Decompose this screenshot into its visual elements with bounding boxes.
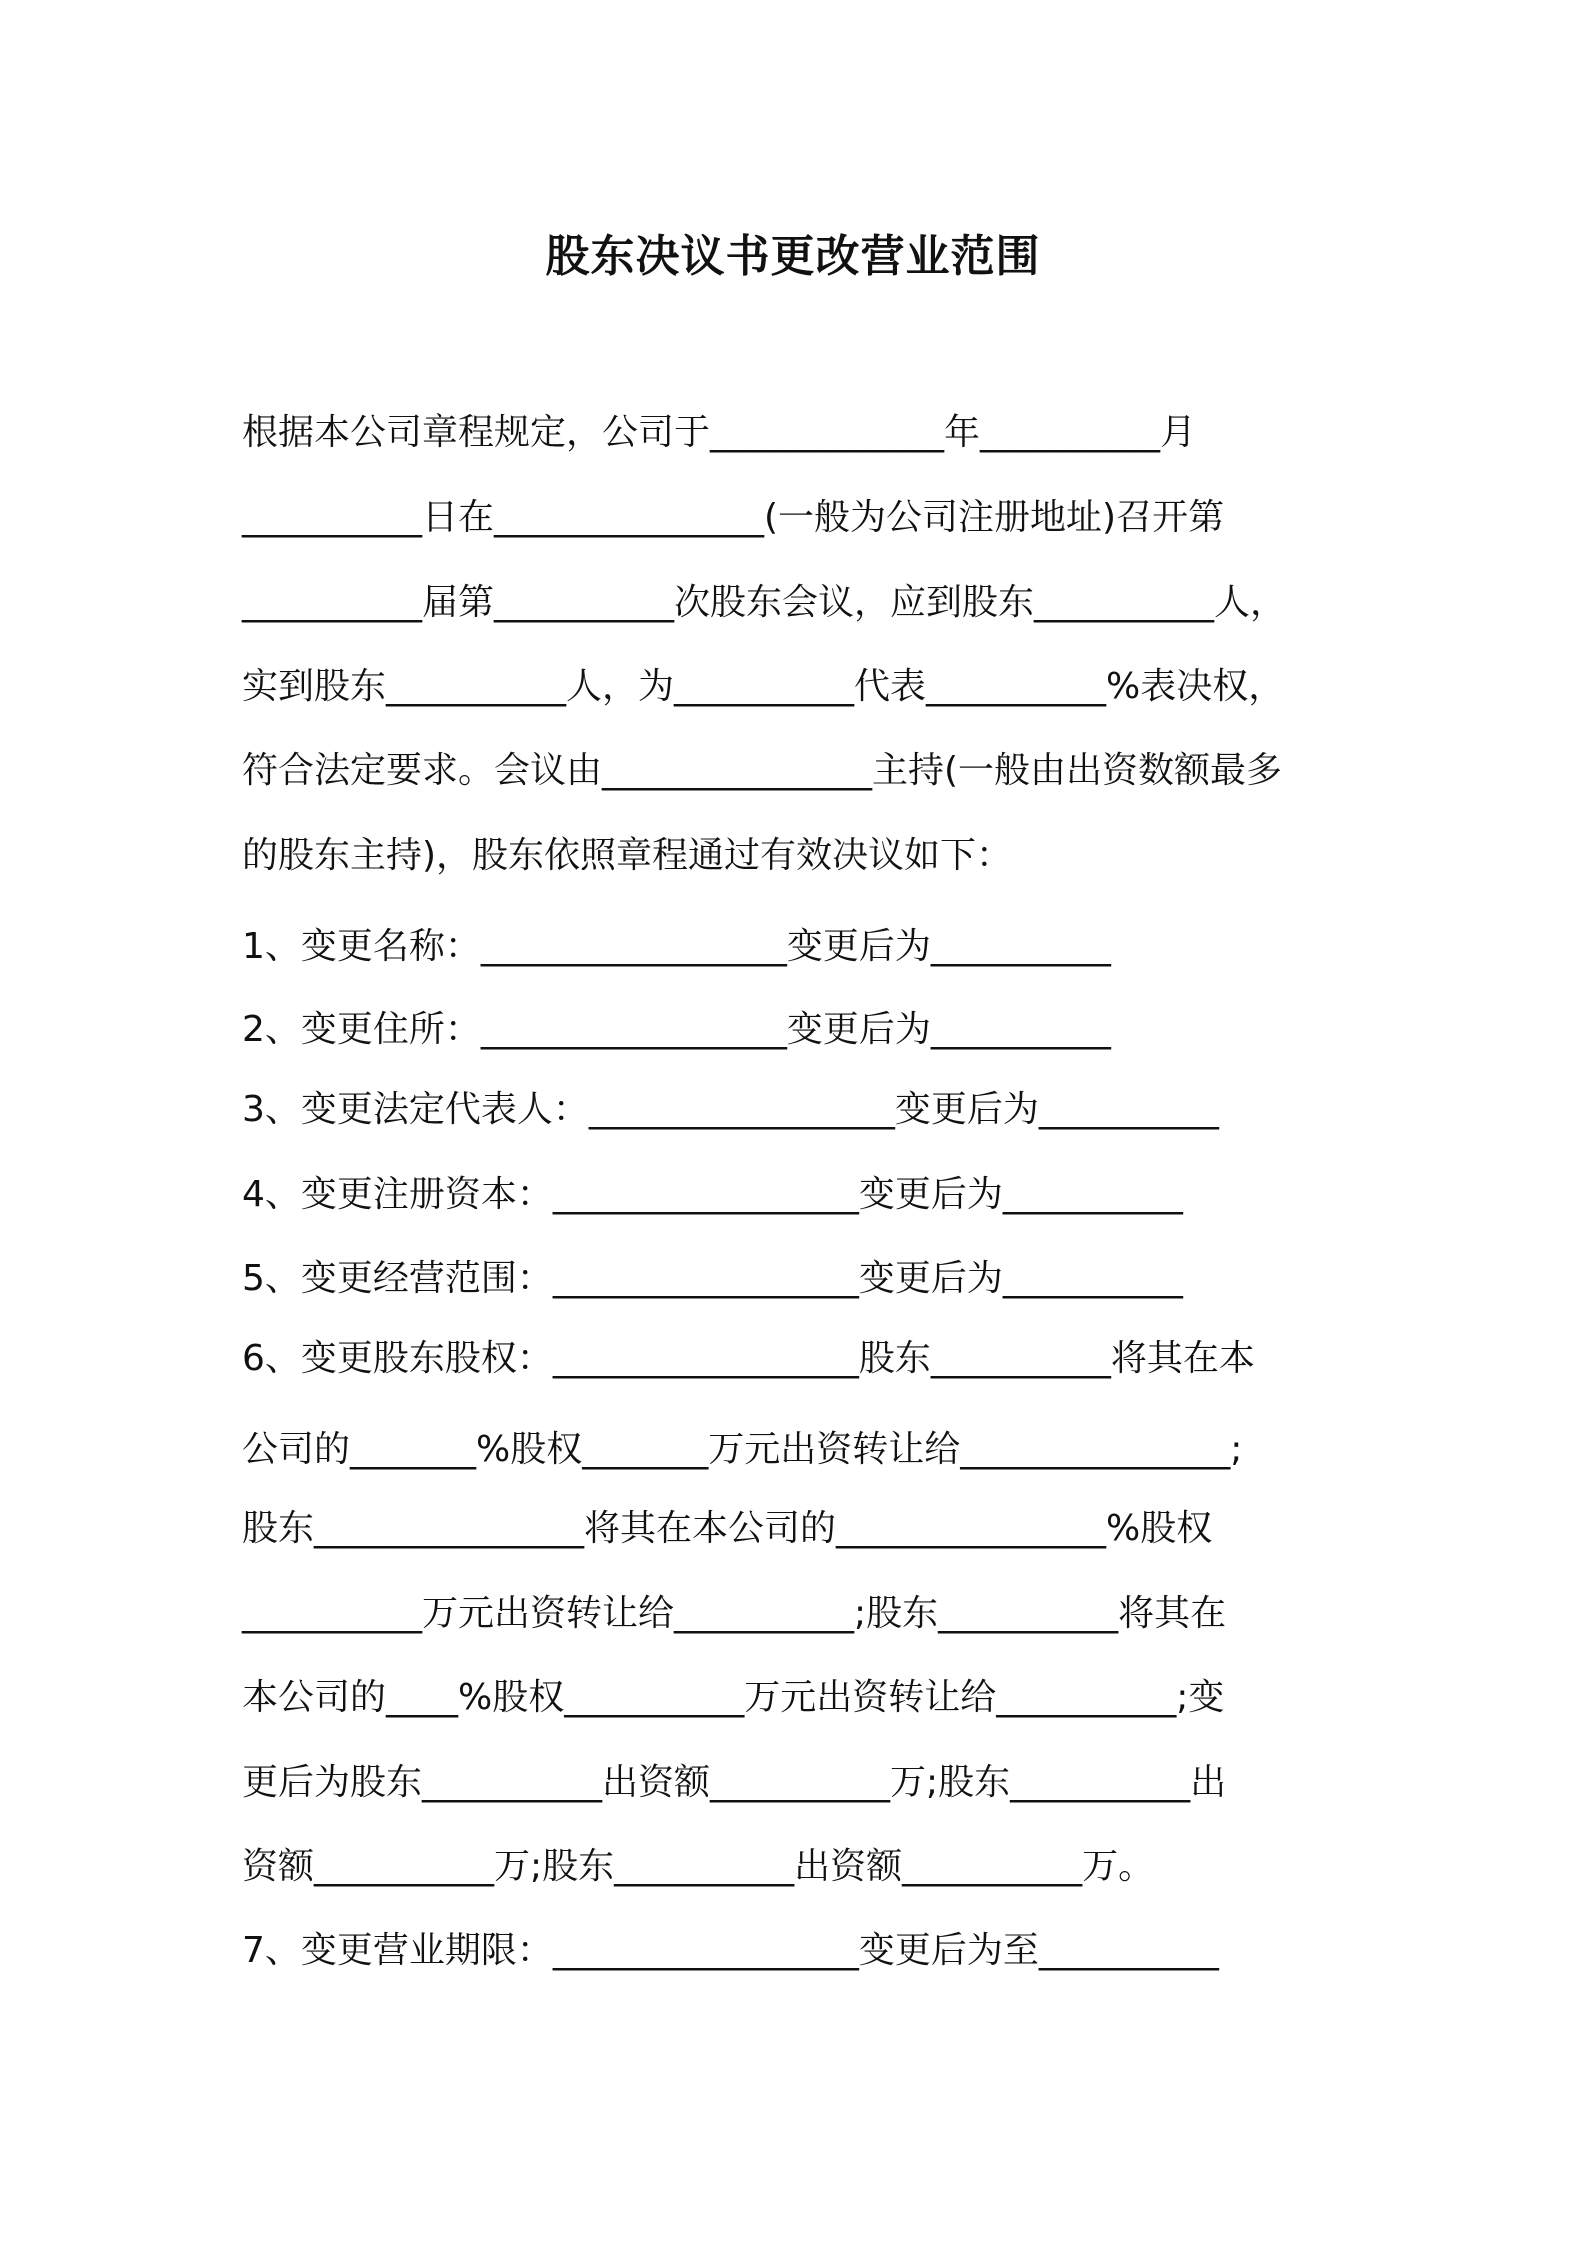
item-4-line: 4、变更注册资本：_________________变更后为__________	[242, 1174, 1183, 1215]
item-6-line-2: 公司的_______%股权_______万元出资转让给_______________;	[242, 1429, 1243, 1470]
body-line-2: __________日在_______________(一般为公司注册地址)召开第	[242, 497, 1225, 538]
body-line-6: 的股东主持)，股东依照章程通过有效决议如下：	[242, 835, 1013, 876]
document-title: 股东决议书更改营业范围	[545, 231, 1041, 282]
body-line-1: 根据本公司章程规定，公司于_____________年__________月	[242, 412, 1197, 453]
item-7-line: 7、变更营业期限：_________________变更后为至__________	[242, 1930, 1219, 1971]
item-6-line-5: 本公司的____%股权__________万元出资转让给__________;变	[242, 1677, 1225, 1718]
item-1-line: 1、变更名称：_________________变更后为__________	[242, 926, 1111, 967]
item-6-line-1: 6、变更股东股权：_________________股东__________将其在本	[242, 1338, 1255, 1379]
item-5-line: 5、变更经营范围：_________________变更后为__________	[242, 1258, 1183, 1299]
body-line-5: 符合法定要求。会议由_______________主持(一般由出资数额最多	[242, 750, 1283, 791]
body-line-3: __________届第__________次股东会议，应到股东__________人，	[242, 582, 1287, 623]
item-6-line-3: 股东_______________将其在本公司的_______________%股权	[242, 1508, 1213, 1549]
body-line-4: 实到股东__________人，为__________代表__________%表决权，	[242, 666, 1285, 707]
item-2-line: 2、变更住所：_________________变更后为__________	[242, 1009, 1111, 1050]
item-3-line: 3、变更法定代表人：_________________变更后为__________	[242, 1089, 1219, 1130]
item-6-line-7: 资额__________万;股东__________出资额__________万。	[242, 1846, 1155, 1887]
item-6-line-4: __________万元出资转让给__________;股东__________将其在	[242, 1593, 1227, 1634]
item-6-line-6: 更后为股东__________出资额__________万;股东__________出	[242, 1762, 1227, 1803]
